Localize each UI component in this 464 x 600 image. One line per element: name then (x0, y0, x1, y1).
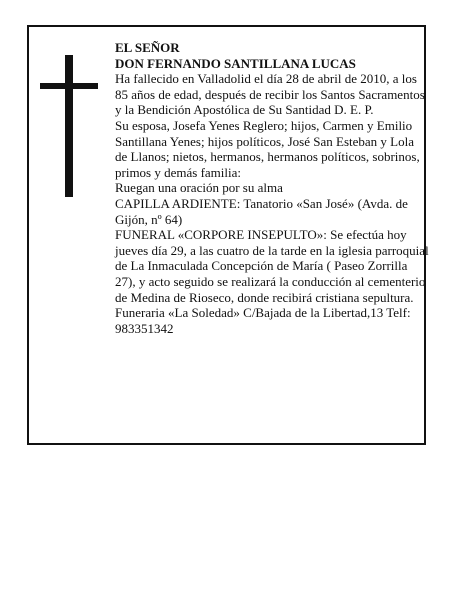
family-list: Su esposa, Josefa Yenes Reglero; hijos, Carmen y Emilio Santillana Yenes; hijos políticos, José San Esteban y Lola de Llanos; nietos, hermanos, hermanos políticos, sobrinos, primos y demás familia: (115, 117, 420, 180)
cross-horizontal-bar (40, 83, 98, 89)
latin-cross-icon (40, 55, 98, 197)
death-announcement: Ha fallecido en Valladolid el día 28 de abril de 2010, a los 85 años de edad, después de recibir los Santos Sacramentos y la Bendición Apostólica de Su Santidad D. E. P. (115, 71, 425, 118)
chapel-info: CAPILLA ARDIENTE: Tanatorio «San José» (Avda. de Gijón, nº 64) (115, 195, 408, 227)
cross-vertical-bar (65, 55, 73, 197)
obituary-text (115, 40, 429, 336)
funeral-info: FUNERAL «CORPORE INSEPULTO»: Se efectúa hoy jueves día 29, a las cuatro de la tarde en la iglesia parroquial de La Inmaculada Concepción de María ( Paseo Zorrilla 27), y acto seguido se realizará la conducción al cementerio de Medina de Rioseco, donde recibirá cristiana sepultura. (115, 227, 429, 305)
deceased-name: DON FERNANDO SANTILLANA LUCAS (115, 55, 356, 71)
notice-title: EL SEÑOR (115, 40, 180, 55)
prayer-request: Ruegan una oración por su alma (115, 180, 283, 196)
funeral-home-info: Funeraria «La Soledad» C/Bajada de la Libertad,13 Telf: 983351342 (115, 305, 411, 336)
